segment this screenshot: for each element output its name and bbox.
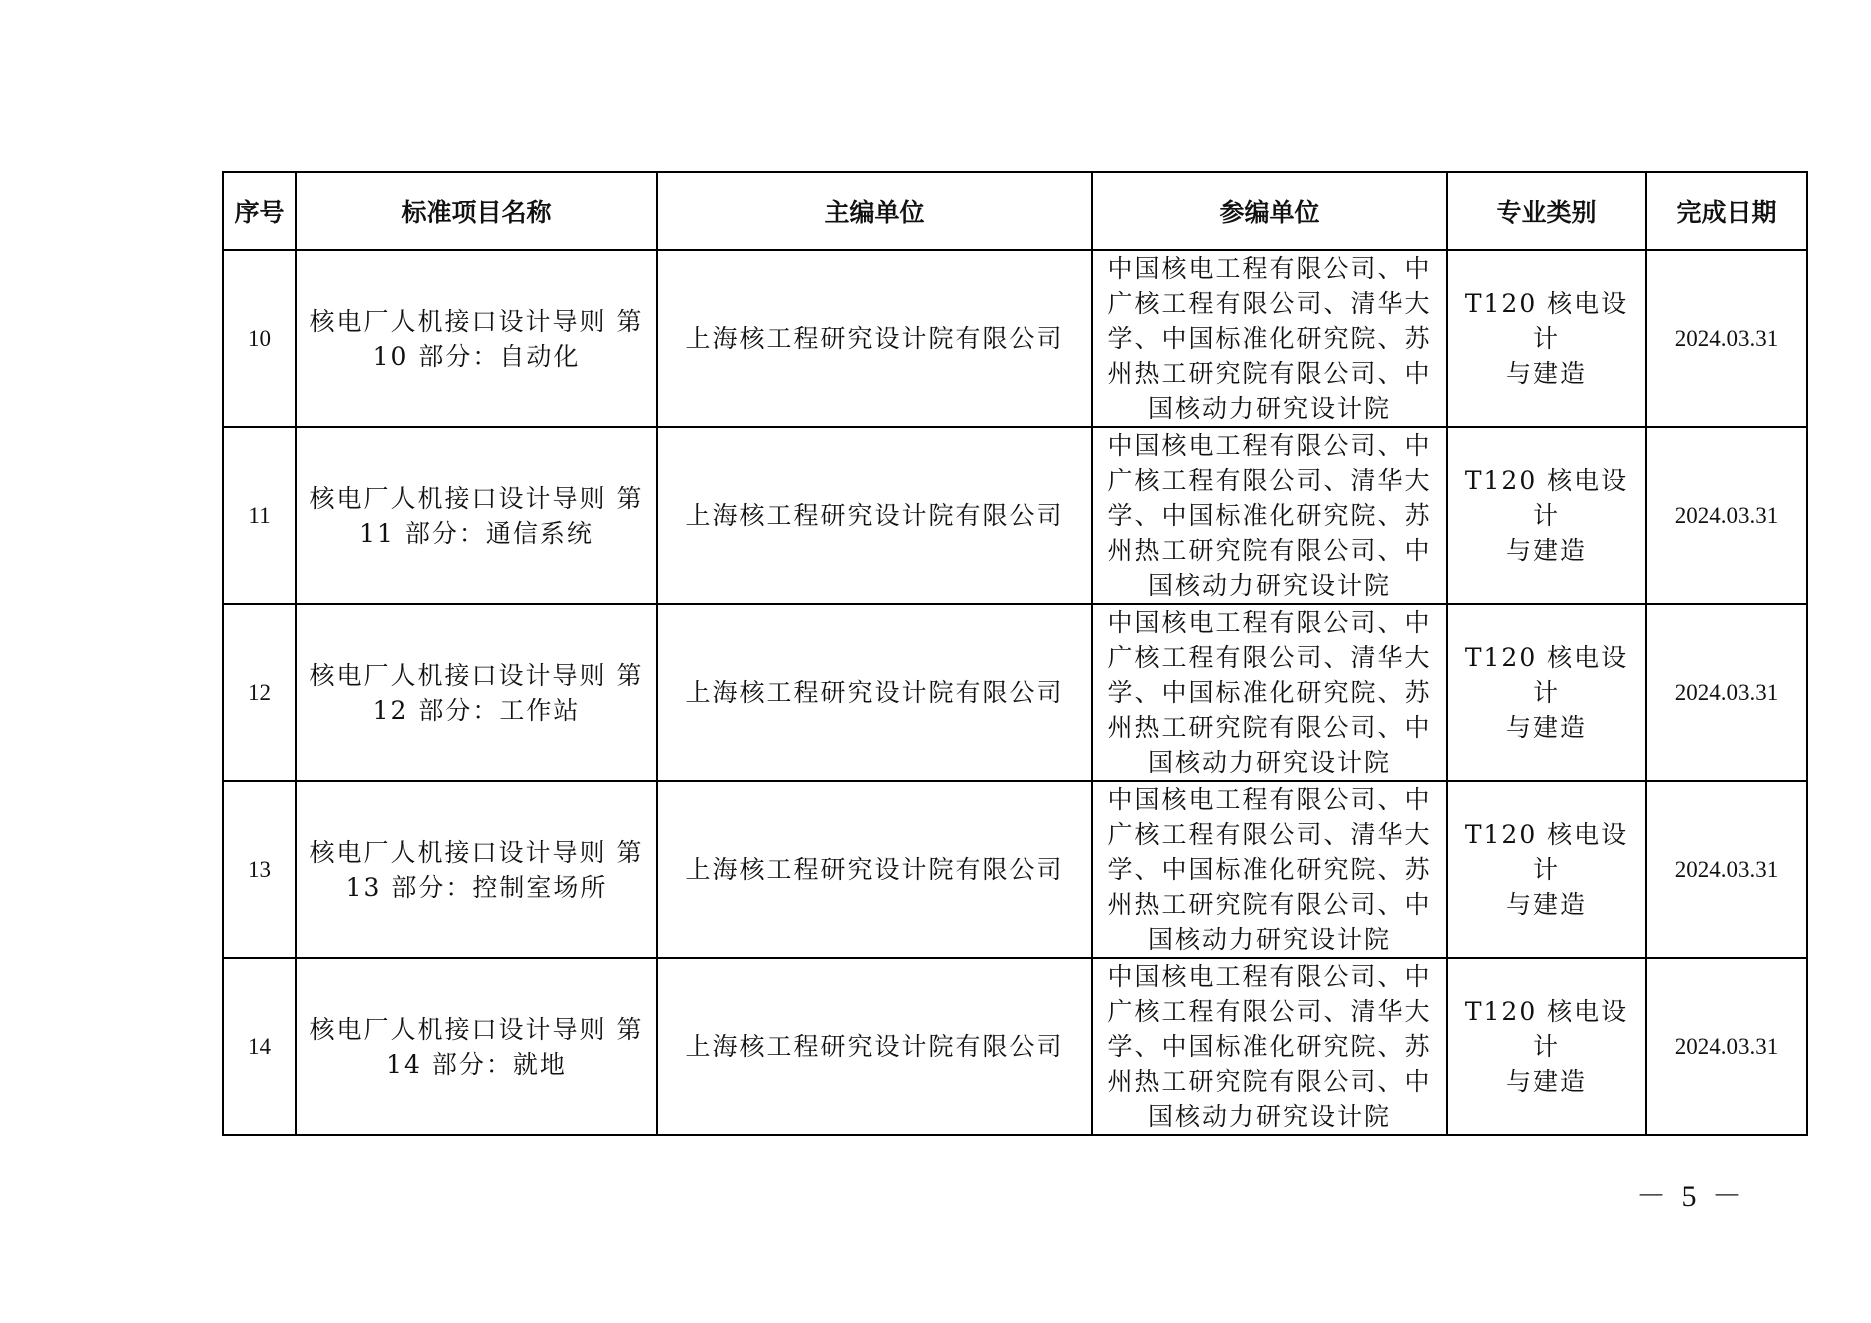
name-line-1: 核电厂人机接口设计导则 第	[309, 837, 644, 867]
part-line: 学、中国标准化研究院、苏	[1107, 855, 1432, 884]
cell-completion-date: 2024.03.31	[1646, 781, 1807, 958]
header-main-unit: 主编单位	[657, 172, 1092, 250]
part-line: 学、中国标准化研究院、苏	[1107, 678, 1432, 707]
page-number: － 5 －	[1636, 1180, 1746, 1213]
table-row	[223, 427, 1807, 604]
part-line: 国核动力研究设计院	[1147, 925, 1391, 954]
cell-main-unit: 上海核工程研究设计院有限公司	[657, 781, 1092, 958]
part-line: 国核动力研究设计院	[1147, 394, 1391, 423]
cell-completion-date: 2024.03.31	[1646, 427, 1807, 604]
table-row	[223, 958, 1807, 1135]
standards-table-wrapper	[222, 171, 1806, 1136]
part-line: 州热工研究院有限公司、中	[1107, 890, 1432, 919]
table-row	[223, 250, 1807, 427]
name-line-2: 13 部分：控制室场所	[345, 872, 608, 902]
cell-completion-date: 2024.03.31	[1646, 958, 1807, 1135]
name-line-2: 10 部分：自动化	[372, 341, 581, 371]
cell-seq: 13	[223, 781, 296, 958]
cell-seq: 11	[223, 427, 296, 604]
part-line: 广核工程有限公司、清华大	[1107, 466, 1432, 495]
table-header-row	[223, 172, 1807, 250]
name-line-1: 核电厂人机接口设计导则 第	[309, 660, 644, 690]
name-line-2: 14 部分：就地	[386, 1049, 567, 1079]
part-line: 中国核电工程有限公司、中	[1107, 785, 1432, 814]
part-line: 国核动力研究设计院	[1147, 748, 1391, 777]
name-line-2: 12 部分：工作站	[372, 695, 581, 725]
part-line: 州热工研究院有限公司、中	[1107, 713, 1432, 742]
name-line-1: 核电厂人机接口设计导则 第	[309, 306, 644, 336]
cell-category	[1447, 250, 1646, 427]
cell-participating-units	[1092, 781, 1447, 958]
part-line: 州热工研究院有限公司、中	[1107, 536, 1432, 565]
part-line: 中国核电工程有限公司、中	[1107, 962, 1432, 991]
cell-main-unit: 上海核工程研究设计院有限公司	[657, 427, 1092, 604]
part-line: 州热工研究院有限公司、中	[1107, 1067, 1432, 1096]
header-completion-date: 完成日期	[1646, 172, 1807, 250]
part-line: 中国核电工程有限公司、中	[1107, 608, 1432, 637]
header-category: 专业类别	[1447, 172, 1646, 250]
name-line-2: 11 部分：通信系统	[359, 518, 594, 548]
name-line-1: 核电厂人机接口设计导则 第	[309, 1014, 644, 1044]
category-line-2: 与建造	[1505, 359, 1587, 388]
part-line: 广核工程有限公司、清华大	[1107, 643, 1432, 672]
category-line-1: T120 核电设计	[1464, 997, 1629, 1061]
cell-participating-units	[1092, 250, 1447, 427]
header-name: 标准项目名称	[296, 172, 657, 250]
category-line-1: T120 核电设计	[1464, 466, 1629, 530]
cell-seq: 14	[223, 958, 296, 1135]
part-line: 州热工研究院有限公司、中	[1107, 359, 1432, 388]
table-row	[223, 604, 1807, 781]
part-line: 广核工程有限公司、清华大	[1107, 820, 1432, 849]
part-line: 学、中国标准化研究院、苏	[1107, 324, 1432, 353]
category-line-1: T120 核电设计	[1464, 289, 1629, 353]
cell-category	[1447, 781, 1646, 958]
part-line: 学、中国标准化研究院、苏	[1107, 501, 1432, 530]
standards-table	[222, 171, 1808, 1136]
cell-seq: 12	[223, 604, 296, 781]
part-line: 中国核电工程有限公司、中	[1107, 431, 1432, 460]
cell-category	[1447, 604, 1646, 781]
cell-name	[296, 958, 657, 1135]
category-line-1: T120 核电设计	[1464, 643, 1629, 707]
cell-seq: 10	[223, 250, 296, 427]
header-participating-units: 参编单位	[1092, 172, 1447, 250]
category-line-1: T120 核电设计	[1464, 820, 1629, 884]
table-row	[223, 781, 1807, 958]
cell-name	[296, 604, 657, 781]
category-line-2: 与建造	[1505, 890, 1587, 919]
category-line-2: 与建造	[1505, 713, 1587, 742]
cell-name	[296, 427, 657, 604]
cell-main-unit: 上海核工程研究设计院有限公司	[657, 604, 1092, 781]
cell-name	[296, 250, 657, 427]
name-line-1: 核电厂人机接口设计导则 第	[309, 483, 644, 513]
cell-participating-units	[1092, 604, 1447, 781]
cell-completion-date: 2024.03.31	[1646, 250, 1807, 427]
cell-category	[1447, 427, 1646, 604]
cell-main-unit: 上海核工程研究设计院有限公司	[657, 250, 1092, 427]
cell-completion-date: 2024.03.31	[1646, 604, 1807, 781]
cell-participating-units	[1092, 427, 1447, 604]
part-line: 广核工程有限公司、清华大	[1107, 289, 1432, 318]
part-line: 国核动力研究设计院	[1147, 1102, 1391, 1131]
cell-main-unit: 上海核工程研究设计院有限公司	[657, 958, 1092, 1135]
part-line: 学、中国标准化研究院、苏	[1107, 1032, 1432, 1061]
part-line: 中国核电工程有限公司、中	[1107, 254, 1432, 283]
header-seq: 序号	[223, 172, 296, 250]
cell-category	[1447, 958, 1646, 1135]
part-line: 广核工程有限公司、清华大	[1107, 997, 1432, 1026]
part-line: 国核动力研究设计院	[1147, 571, 1391, 600]
category-line-2: 与建造	[1505, 536, 1587, 565]
cell-name	[296, 781, 657, 958]
category-line-2: 与建造	[1505, 1067, 1587, 1096]
cell-participating-units	[1092, 958, 1447, 1135]
